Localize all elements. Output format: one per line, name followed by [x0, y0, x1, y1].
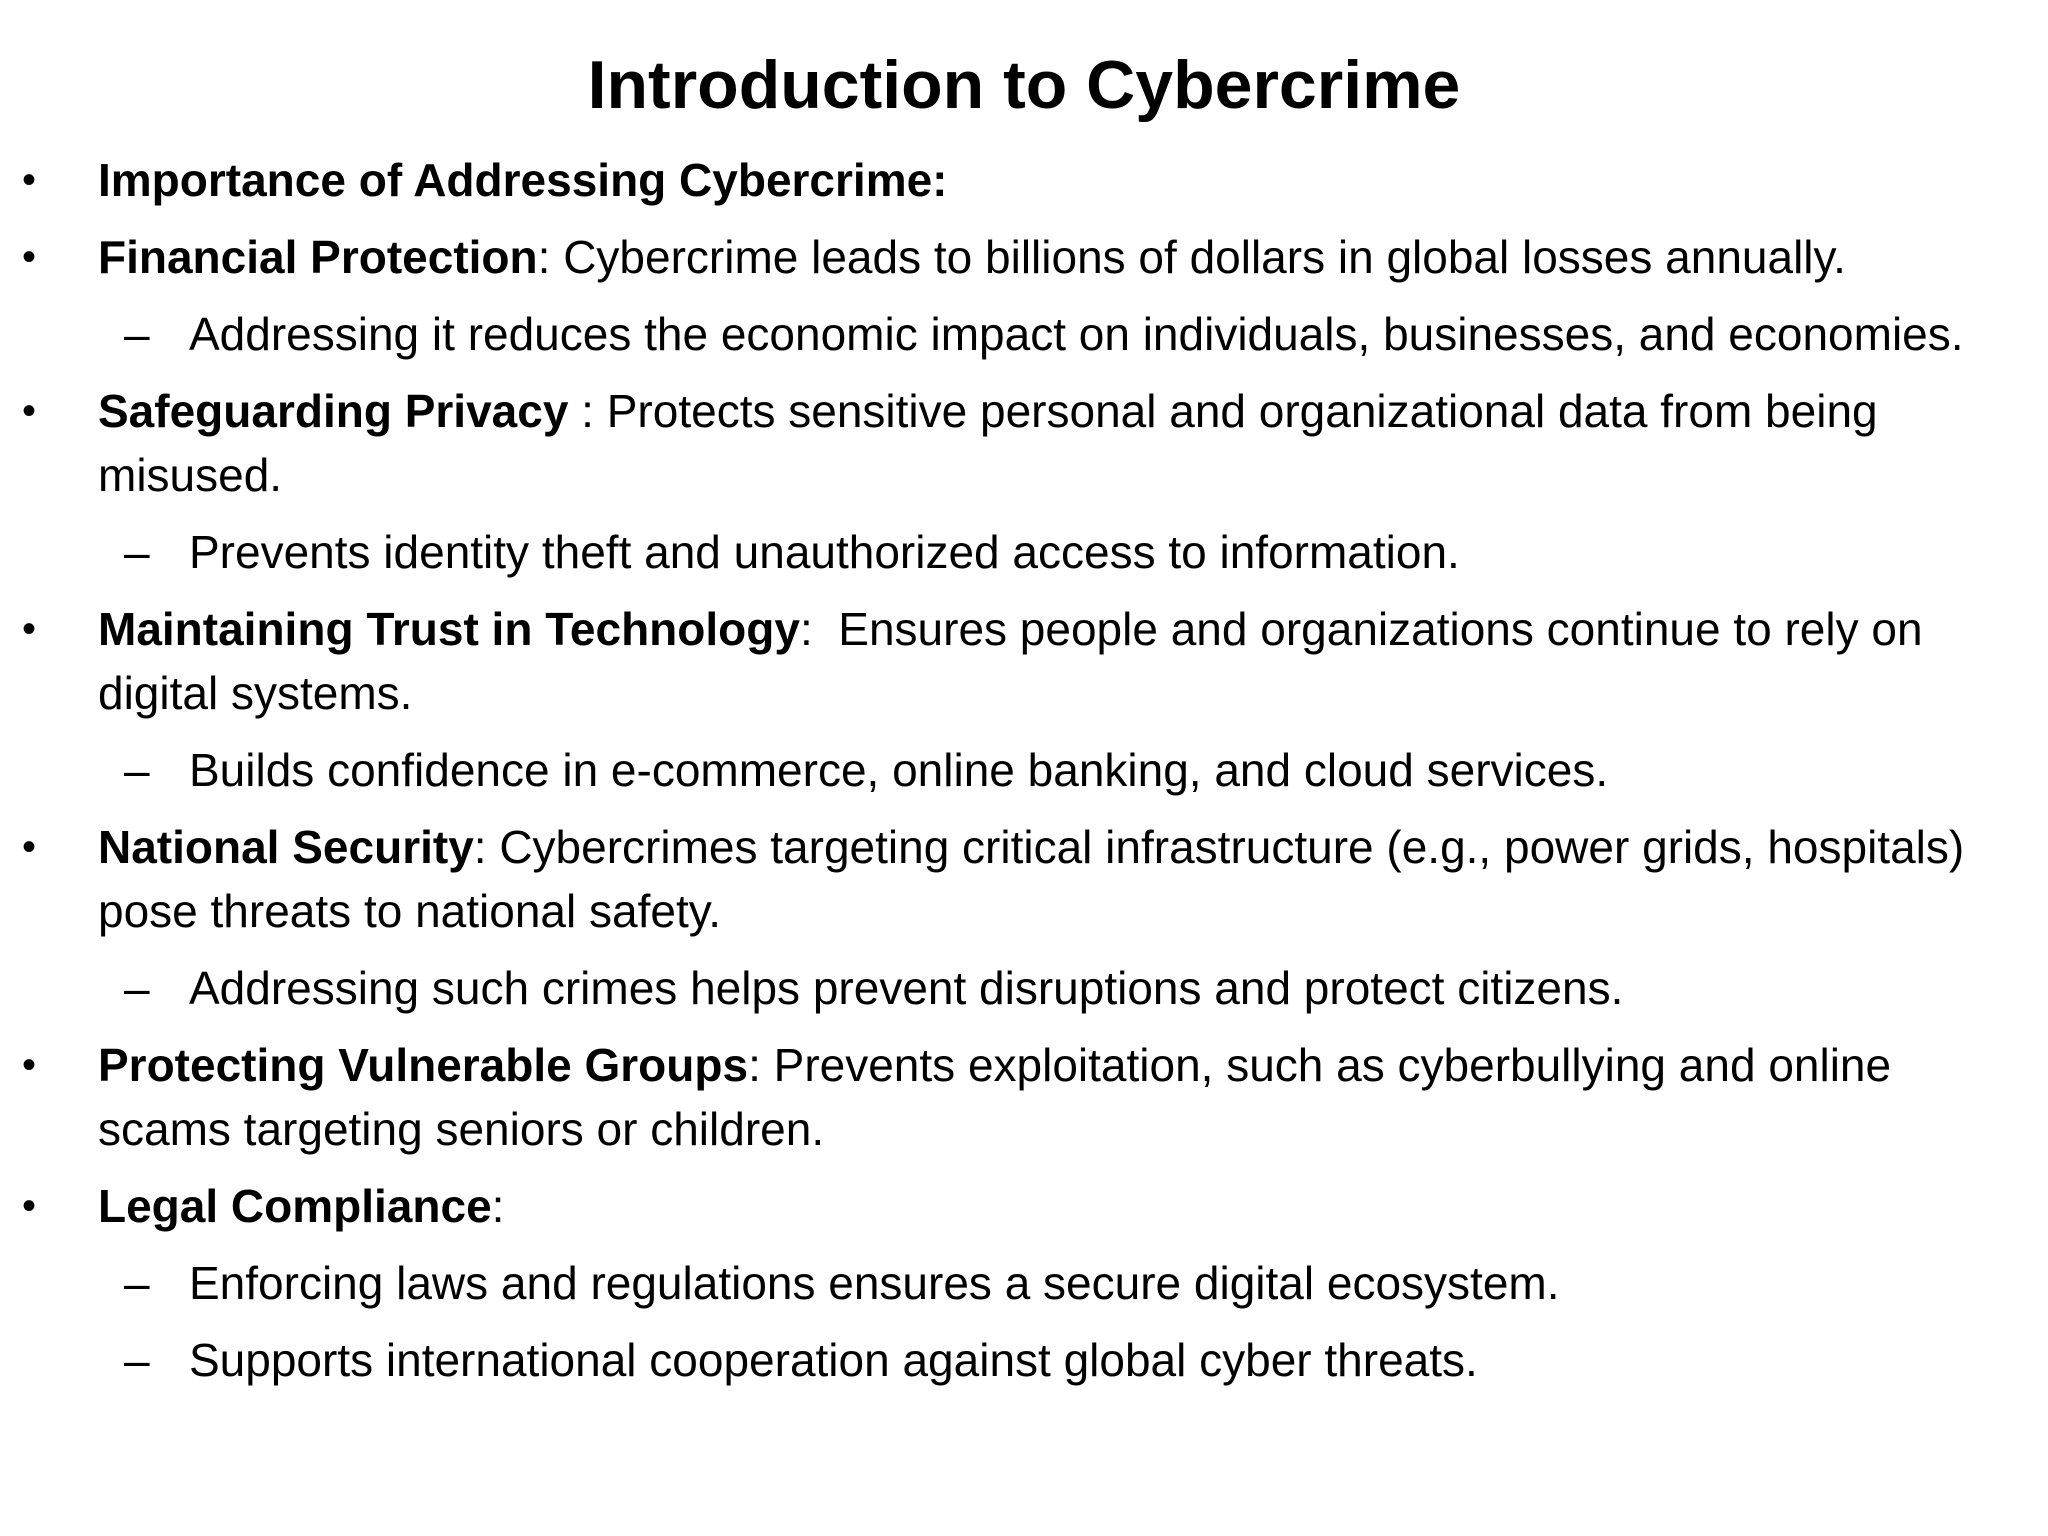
bullet-bold-text: Legal Compliance [98, 1180, 492, 1232]
sub-bullet-item [0, 1328, 2048, 1392]
bullet-text: : Cybercrime leads to billions of dollars in global losses annually. [537, 231, 1846, 283]
bullet-text: : Ensures people and organizations continue to rely on digital systems. [98, 603, 1936, 719]
dash-marker: – [124, 962, 150, 1014]
bullet-text: : [491, 1180, 505, 1232]
sub-bullet-item [0, 520, 2048, 584]
bullet-bold-text: Financial Protection [98, 231, 538, 283]
bullet-item [0, 1174, 2048, 1238]
bullet-marker: • [22, 1043, 37, 1087]
bullet-item [0, 597, 2048, 725]
dash-marker: – [124, 1334, 150, 1386]
bullet-item [0, 815, 2048, 943]
sub-bullet-text: Prevents identity theft and unauthorized access to information. [189, 526, 1460, 578]
bullet-marker: • [22, 158, 37, 202]
bullet-text: : Prevents exploitation, such as cyberbullying and online scams targeting seniors or children. [98, 1039, 1892, 1155]
sub-bullet-item [0, 302, 2048, 366]
bullet-bold-text: Safeguarding Privacy [98, 385, 569, 437]
bullet-marker: • [22, 235, 37, 279]
dash-marker: – [124, 1257, 150, 1309]
bullet-bold-text: Protecting Vulnerable Groups [98, 1039, 749, 1091]
bullet-item [0, 225, 2048, 289]
dash-marker: – [124, 526, 150, 578]
sub-bullet-text: Enforcing laws and regulations ensures a secure digital ecosystem. [189, 1257, 1560, 1309]
bullet-list [0, 148, 2048, 1392]
dash-marker: – [124, 744, 150, 796]
bullet-item [0, 1033, 2048, 1161]
bullet-item [0, 148, 2048, 212]
bullet-bold-text: Maintaining Trust in Technology [98, 603, 800, 655]
bullet-marker: • [22, 607, 37, 651]
bullet-text: : Cybercrimes targeting critical infrastructure (e.g., power grids, hospitals) pose threats to national safety. [98, 821, 1965, 937]
bullet-item [0, 379, 2048, 507]
sub-bullet-text: Addressing it reduces the economic impact on individuals, businesses, and economies. [189, 308, 1964, 360]
bullet-marker: • [22, 1184, 37, 1228]
slide-title: Introduction to Cybercrime [587, 47, 1461, 123]
dash-marker: – [124, 308, 150, 360]
sub-bullet-text: Addressing such crimes helps prevent disruptions and protect citizens. [189, 962, 1624, 1014]
bullet-text: : Protects sensitive personal and organizational data from being misused. [98, 385, 1878, 501]
bullet-marker: • [22, 389, 37, 433]
sub-bullet-text: Builds confidence in e-commerce, online banking, and cloud services. [189, 744, 1609, 796]
sub-bullet-item [0, 1251, 2048, 1315]
bullet-bold-text: National Security [98, 821, 474, 873]
sub-bullet-item [0, 738, 2048, 802]
bullet-bold-text: Importance of Addressing Cybercrime: [98, 154, 948, 206]
sub-bullet-item [0, 956, 2048, 1020]
sub-bullet-text: Supports international cooperation against global cyber threats. [189, 1334, 1478, 1386]
bullet-marker: • [22, 825, 37, 869]
